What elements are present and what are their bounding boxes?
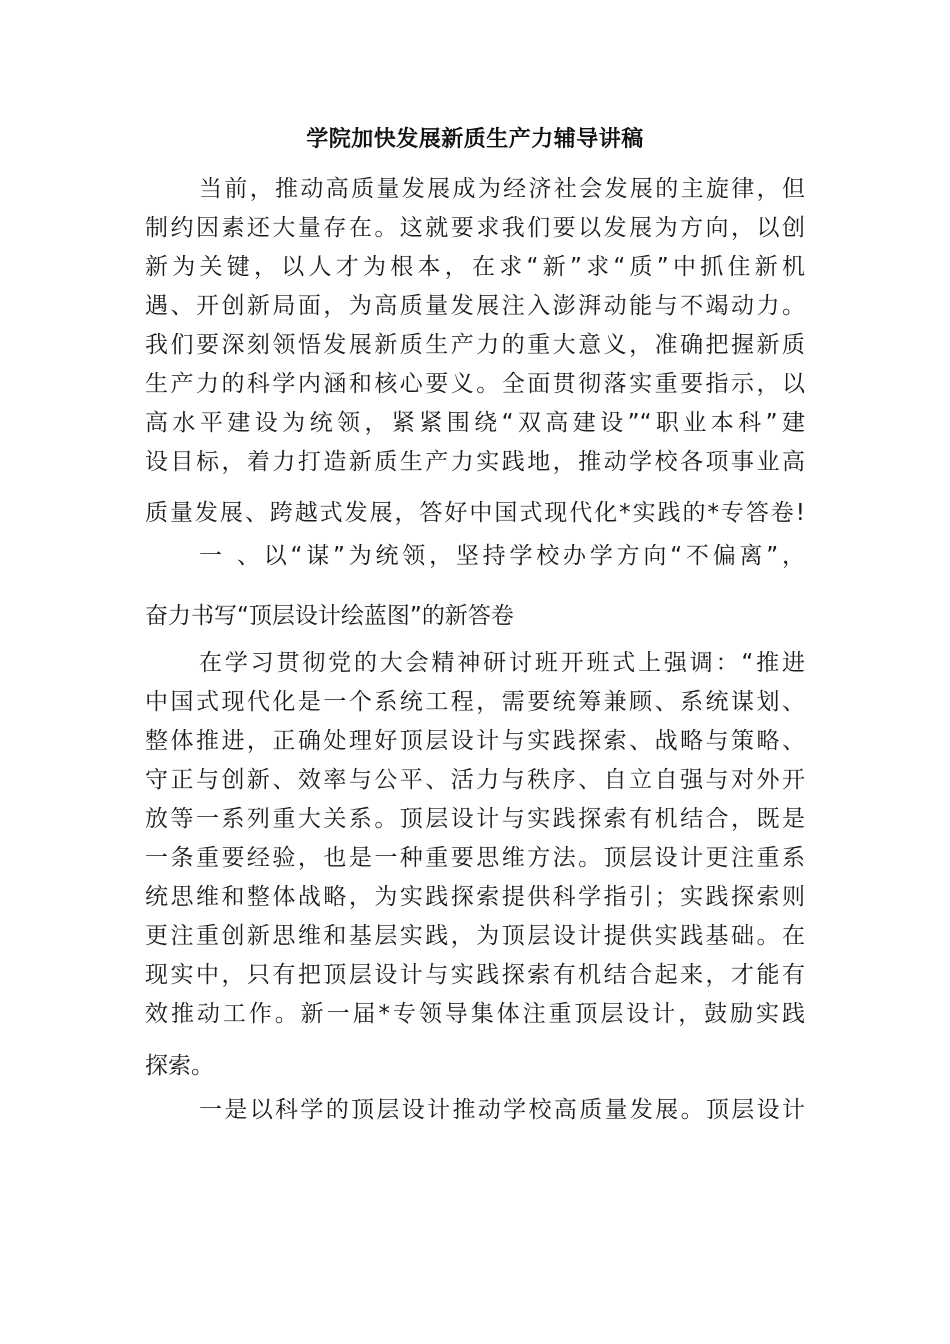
paragraph-line: 一是以科学的顶层设计推动学校高质量发展。顶层设计 bbox=[199, 1097, 805, 1123]
paragraph-line: 遇、开创新局面，为高质量发展注入澎湃动能与不竭动力。 bbox=[145, 293, 805, 319]
paragraph-line: 我们要深刻领悟发展新质生产力的重大意义，准确把握新质 bbox=[145, 332, 805, 358]
section-heading-line: 一 、以“谋”为统领，坚持学校办学方向“不偏离”， bbox=[199, 543, 805, 569]
paragraph-line: 现实中，只有把顶层设计与实践探索有机结合起来，才能有 bbox=[145, 962, 805, 988]
paragraph-line: 设目标，着力打造新质生产力实践地，推动学校各项事业高 bbox=[145, 449, 805, 475]
paragraph-line: 质量发展、跨越式发展，答好中国式现代化*实践的*专答卷! bbox=[145, 500, 805, 526]
paragraph-line: 统思维和整体战略，为实践探索提供科学指引；实践探索则 bbox=[145, 884, 805, 910]
paragraph-line: 生产力的科学内涵和核心要义。全面贯彻落实重要指示，以 bbox=[145, 371, 805, 397]
paragraph-line: 整体推进，正确处理好顶层设计与实践探索、战略与策略、 bbox=[145, 728, 805, 754]
paragraph-line: 一条重要经验，也是一种重要思维方法。顶层设计更注重系 bbox=[145, 845, 805, 871]
document-title: 学院加快发展新质生产力辅导讲稿 bbox=[306, 127, 644, 152]
paragraph-line: 效推动工作。新一届*专领导集体注重顶层设计，鼓励实践 bbox=[145, 1001, 805, 1027]
paragraph-line: 守正与创新、效率与公平、活力与秩序、自立自强与对外开 bbox=[145, 767, 805, 793]
paragraph-line: 更注重创新思维和基层实践，为顶层设计提供实践基础。在 bbox=[145, 923, 805, 949]
paragraph-line: 中国式现代化是一个系统工程，需要统筹兼顾、系统谋划、 bbox=[145, 689, 805, 715]
paragraph-line: 当前，推动高质量发展成为经济社会发展的主旋律，但 bbox=[199, 176, 805, 202]
paragraph-line: 探索。 bbox=[145, 1053, 214, 1079]
paragraph-line: 高水平建设为统领，紧紧围绕“双高建设”“职业本科”建 bbox=[145, 410, 805, 436]
section-heading-line: 奋力书写“顶层设计绘蓝图”的新答卷 bbox=[145, 603, 514, 629]
paragraph-line: 放等一系列重大关系。顶层设计与实践探索有机结合，既是 bbox=[145, 806, 805, 832]
paragraph-line: 制约因素还大量存在。这就要求我们要以发展为方向，以创 bbox=[145, 215, 805, 241]
paragraph-line: 在学习贯彻党的大会精神研讨班开班式上强调：“推进 bbox=[199, 650, 805, 676]
paragraph-line: 新为关键，以人才为根本，在求“新”求“质”中抓住新机 bbox=[145, 254, 805, 280]
